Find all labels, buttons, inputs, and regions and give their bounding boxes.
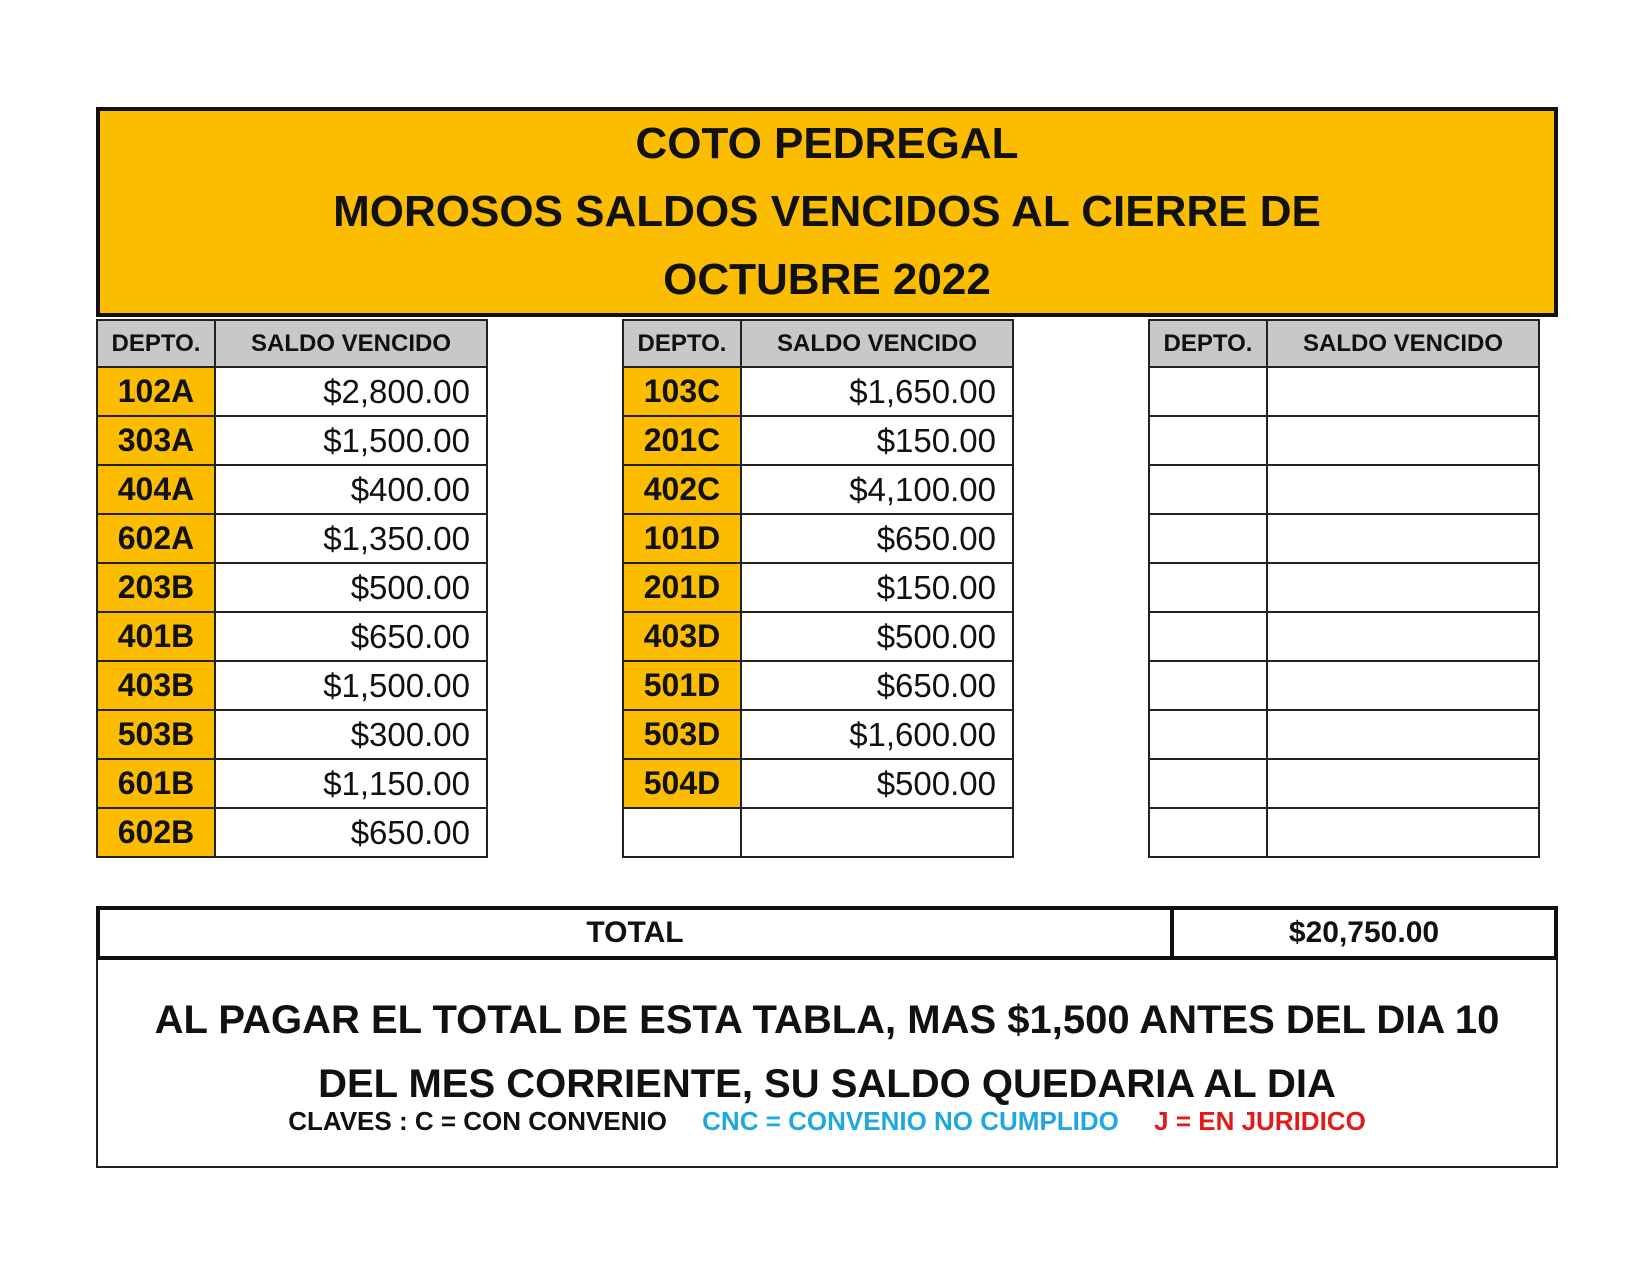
table-row [623,759,1013,808]
depto-cell: 203B [97,563,215,612]
table-row [1149,416,1539,465]
saldo-cell: $1,150.00 [215,759,487,808]
depto-cell: 401B [97,612,215,661]
table-row [623,563,1013,612]
table-row [97,563,487,612]
depto-cell [1149,563,1267,612]
debtors-table-1 [96,319,488,858]
saldo-cell [1267,661,1539,710]
depto-cell [1149,416,1267,465]
total-value: $20,750.00 [1288,916,1440,949]
table-header-row [1149,320,1539,367]
depto-cell [1149,808,1267,857]
depto-cell: 602A [97,514,215,563]
table-row [1149,563,1539,612]
debtors-table-2 [622,319,1014,858]
table-row [97,465,487,514]
table-header-row [97,320,487,367]
saldo-cell: $1,600.00 [741,710,1013,759]
column-header-saldo: SALDO VENCIDO [741,320,1013,367]
legend-c: CLAVES : C = CON CONVENIO [288,1106,667,1136]
depto-cell: 503B [97,710,215,759]
table-row [1149,367,1539,416]
debtors-table-3 [1148,319,1540,858]
saldo-cell [741,808,1013,857]
header-subtitle: MOROSOS SALDOS VENCIDOS AL CIERRE DE [333,187,1321,236]
table-row [623,514,1013,563]
saldo-cell: $400.00 [215,465,487,514]
depto-cell: 602B [97,808,215,857]
table-row [97,710,487,759]
table-row [97,759,487,808]
depto-cell [1149,710,1267,759]
table-header-row [623,320,1013,367]
column-header-depto: DEPTO. [623,320,741,367]
depto-cell: 102A [97,367,215,416]
notice-line-2: DEL MES CORRIENTE, SU SALDO QUEDARIA AL DIA [318,1062,1336,1106]
depto-cell [1149,759,1267,808]
saldo-cell [1267,416,1539,465]
saldo-cell: $150.00 [741,416,1013,465]
depto-cell: 503D [623,710,741,759]
depto-cell [623,808,741,857]
table-row [97,661,487,710]
table-row [97,367,487,416]
saldo-cell: $1,650.00 [741,367,1013,416]
column-header-depto: DEPTO. [1149,320,1267,367]
saldo-cell [1267,465,1539,514]
depto-cell: 402C [623,465,741,514]
table-row [97,612,487,661]
depto-cell: 201D [623,563,741,612]
saldo-cell [1267,710,1539,759]
report-header [96,107,1558,317]
depto-cell [1149,514,1267,563]
saldo-cell: $150.00 [741,563,1013,612]
table-row [1149,808,1539,857]
table-row [1149,514,1539,563]
depto-cell: 303A [97,416,215,465]
table-row [623,465,1013,514]
depto-cell: 403B [97,661,215,710]
column-header-saldo: SALDO VENCIDO [1267,320,1539,367]
saldo-cell [1267,367,1539,416]
table-row [1149,465,1539,514]
saldo-cell: $500.00 [741,612,1013,661]
saldo-cell: $650.00 [215,612,487,661]
saldo-cell: $300.00 [215,710,487,759]
saldo-cell: $4,100.00 [741,465,1013,514]
header-title: COTO PEDREGAL [635,119,1019,168]
depto-cell: 601B [97,759,215,808]
total-section [96,906,1558,1168]
depto-cell [1149,661,1267,710]
saldo-cell: $2,800.00 [215,367,487,416]
saldo-cell [1267,514,1539,563]
table-row [623,661,1013,710]
saldo-cell: $500.00 [741,759,1013,808]
notice-line-1: AL PAGAR EL TOTAL DE ESTA TABLA, MAS $1,500 ANTES DEL DIA 10 [154,998,1500,1042]
depto-cell: 504D [623,759,741,808]
table-row [97,416,487,465]
table-row [1149,612,1539,661]
table-row [623,710,1013,759]
table-row [1149,710,1539,759]
saldo-cell: $500.00 [215,563,487,612]
saldo-cell [1267,808,1539,857]
depto-cell: 404A [97,465,215,514]
legend [98,1106,1556,1137]
table-row [623,612,1013,661]
depto-cell [1149,465,1267,514]
saldo-cell: $650.00 [215,808,487,857]
saldo-cell: $1,500.00 [215,416,487,465]
saldo-cell: $1,500.00 [215,661,487,710]
table-row [623,416,1013,465]
total-label: TOTAL [100,910,1174,956]
depto-cell: 201C [623,416,741,465]
legend-j: J = EN JURIDICO [1154,1106,1366,1136]
saldo-cell: $650.00 [741,661,1013,710]
column-header-depto: DEPTO. [97,320,215,367]
table-row [623,808,1013,857]
depto-cell [1149,612,1267,661]
table-row [1149,759,1539,808]
saldo-cell [1267,612,1539,661]
table-row [623,367,1013,416]
payment-notice [98,988,1556,1116]
saldo-cell [1267,563,1539,612]
saldo-cell: $1,350.00 [215,514,487,563]
saldo-cell [1267,759,1539,808]
table-row [1149,661,1539,710]
depto-cell: 103C [623,367,741,416]
legend-cnc: CNC = CONVENIO NO CUMPLIDO [702,1106,1119,1136]
total-row [96,906,1558,960]
depto-cell [1149,367,1267,416]
table-row [97,514,487,563]
column-header-saldo: SALDO VENCIDO [215,320,487,367]
depto-cell: 501D [623,661,741,710]
depto-cell: 101D [623,514,741,563]
table-row [97,808,487,857]
saldo-cell: $650.00 [741,514,1013,563]
depto-cell: 403D [623,612,741,661]
header-period: OCTUBRE 2022 [663,255,991,304]
